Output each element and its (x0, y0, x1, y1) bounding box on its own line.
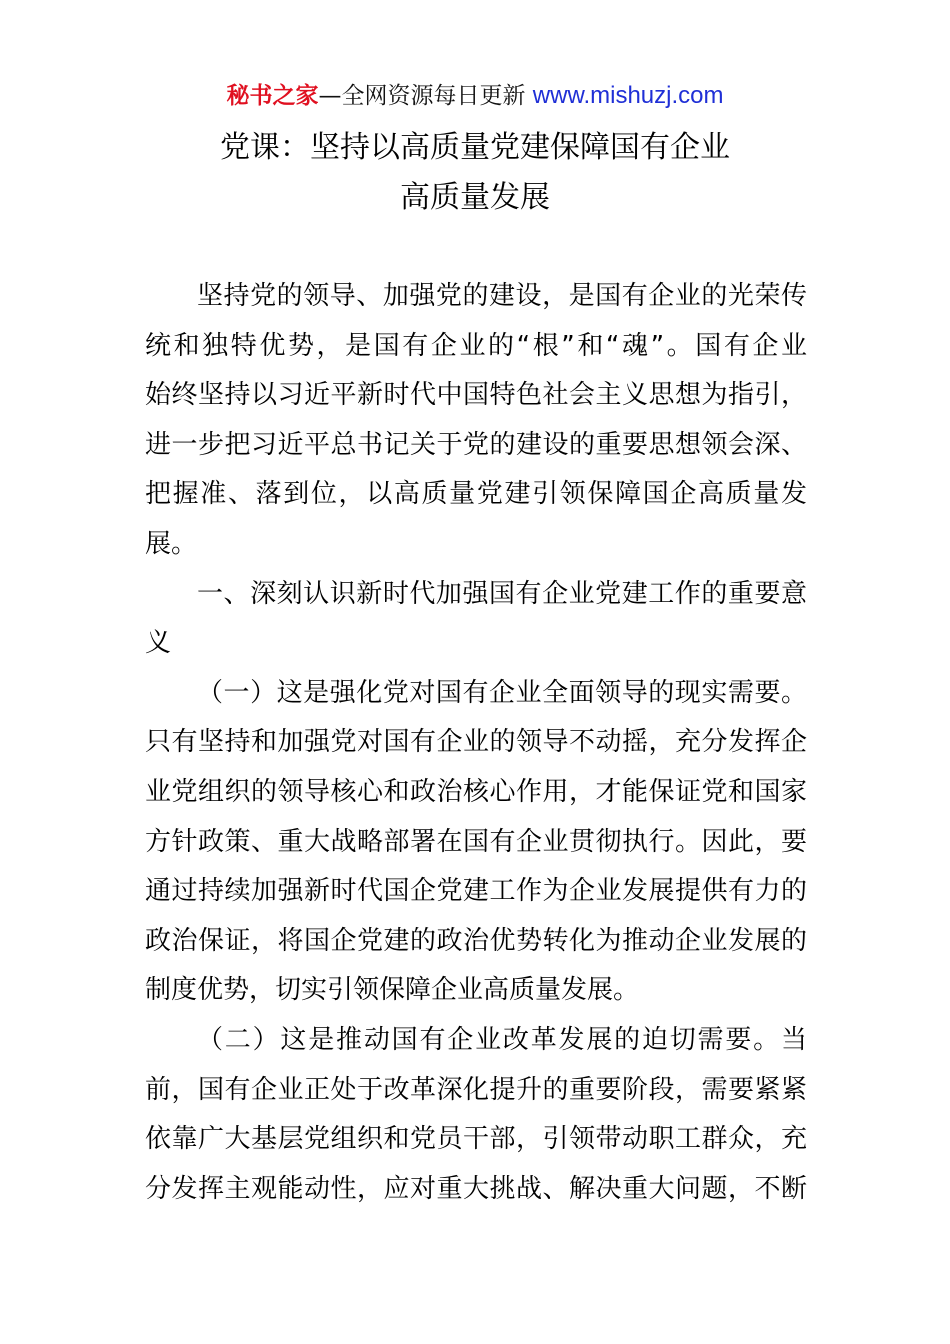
site-url-link[interactable]: www.mishuzj.com (532, 82, 724, 109)
body-line: 统和独特优势，是国有企业的“根”和“魂”。国有企业 (145, 330, 807, 361)
document-title-line-2: 高质量发展 (400, 180, 550, 215)
site-header (0, 80, 950, 112)
document-title-line-1: 党课：坚持以高质量党建保障国有企业 (220, 130, 730, 165)
body-line: 始终坚持以习近平新时代中国特色社会主义思想为指引， (145, 380, 807, 411)
subsection-heading-line: （二）这是推动国有企业改革发展的迫切需要。当 (197, 1024, 807, 1055)
body-line: 前，国有企业正处于改革深化提升的重要阶段，需要紧紧 (145, 1074, 807, 1105)
body-line: 分发挥主观能动性，应对重大挑战、解决重大问题，不断 (145, 1173, 807, 1204)
body-line: 依靠广大基层党组织和党员干部，引领带动职工群众，充 (145, 1124, 807, 1155)
body-line: 把握准、落到位，以高质量党建引领保障国企高质量发 (145, 479, 807, 510)
body-line: 方针政策、重大战略部署在国有企业贯彻执行。因此，要 (145, 826, 807, 857)
site-brand: 秘书之家 (226, 83, 319, 109)
body-line: 通过持续加强新时代国企党建工作为企业发展提供有力的 (145, 876, 807, 907)
body-line: 进一步把习近平总书记关于党的建设的重要思想领会深、 (145, 429, 807, 460)
document-body (145, 272, 807, 1214)
section-heading-line: 义 (145, 628, 172, 659)
header-tagline: 全网资源每日更新 (341, 83, 526, 109)
body-line: 展。 (145, 528, 198, 559)
section-heading-line: 一、深刻认识新时代加强国有企业党建工作的重要意 (197, 578, 807, 609)
body-line: 坚持党的领导、加强党的建设，是国有企业的光荣传 (197, 281, 807, 311)
subsection-heading-line: （一）这是强化党对国有企业全面领导的现实需要。 (197, 677, 807, 708)
body-line: 制度优势，切实引领保障企业高质量发展。 (145, 975, 640, 1006)
body-line: 政治保证，将国企党建的政治优势转化为推动企业发展的 (145, 925, 807, 956)
body-line: 业党组织的领导核心和政治核心作用，才能保证党和国家 (145, 776, 807, 807)
body-line: 只有坚持和加强党对国有企业的领导不动摇，充分发挥企 (145, 727, 807, 758)
header-separator: — (318, 83, 342, 109)
